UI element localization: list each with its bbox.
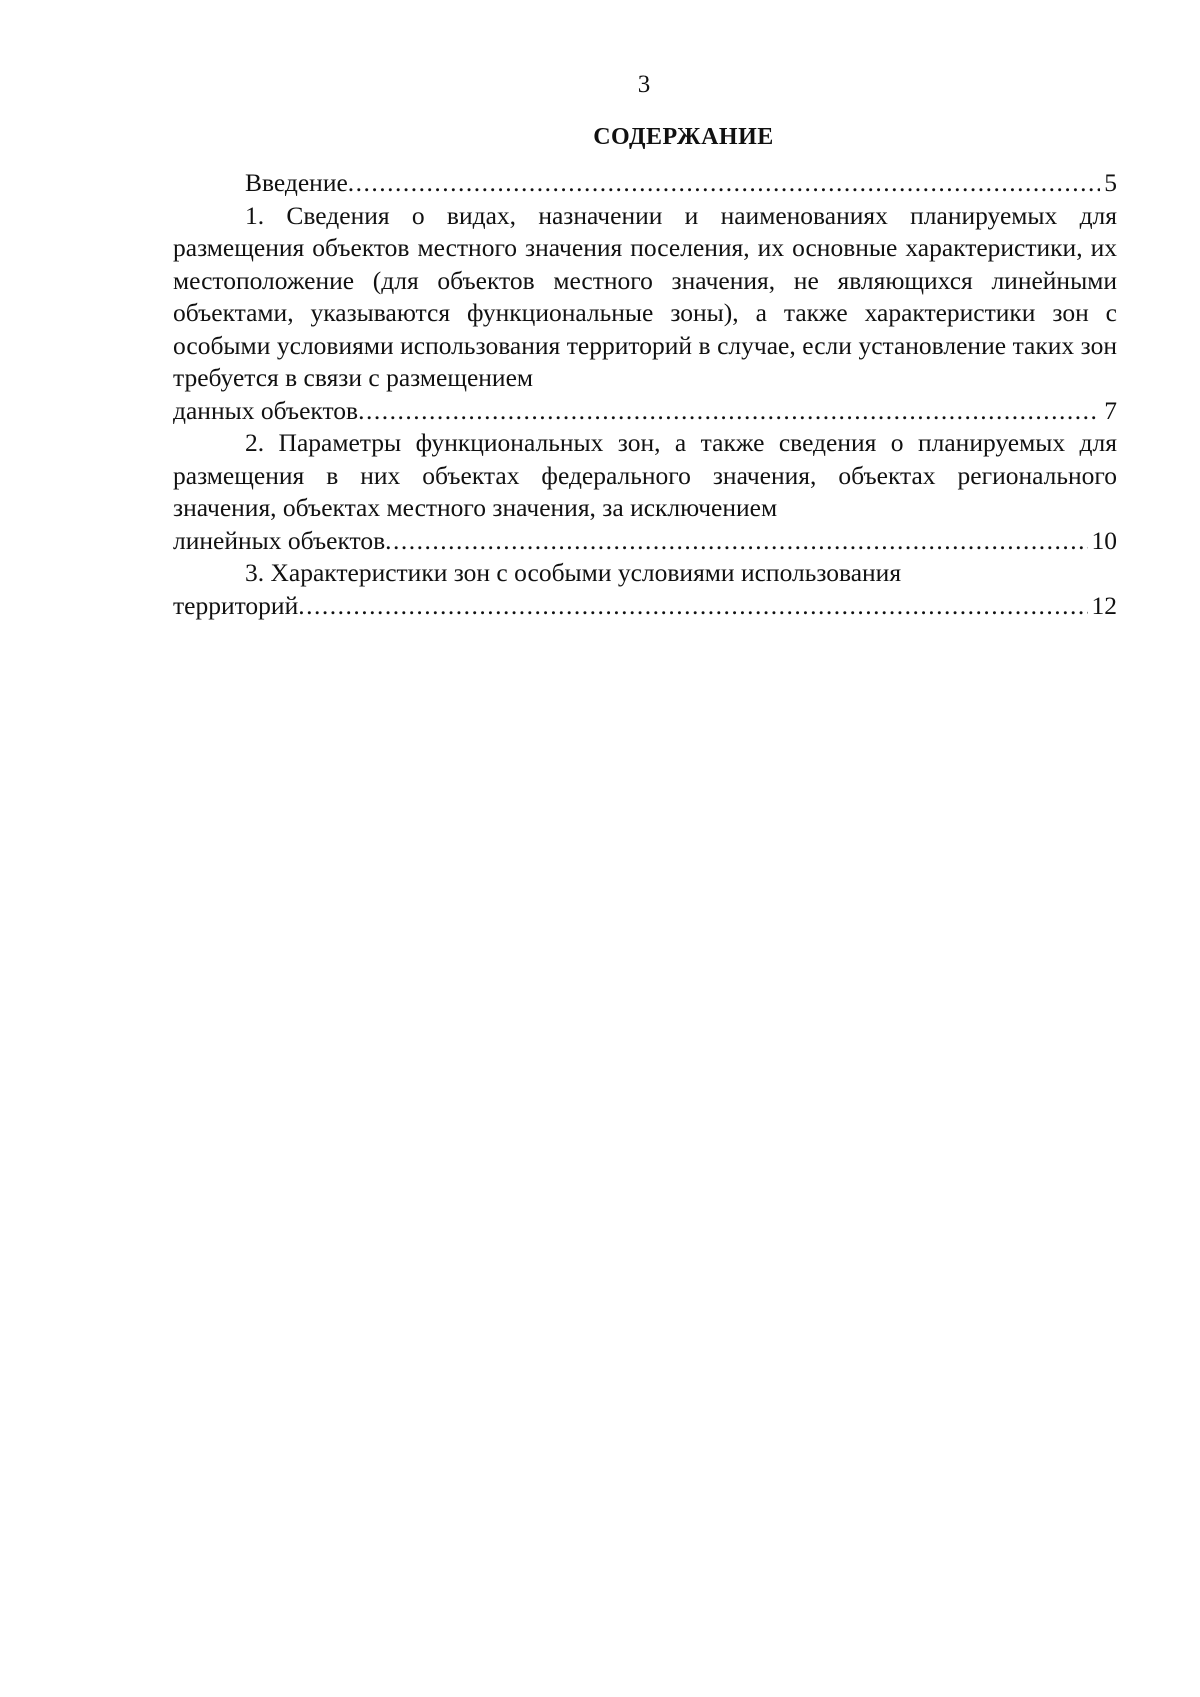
table-of-contents [173,167,1117,622]
toc-entry-line [173,395,1117,428]
toc-entry-page: 7 [1104,395,1117,425]
dot-leader [298,590,1087,623]
toc-entry-section-1[interactable] [173,200,1117,428]
toc-entry-title-end: линейных объектов [173,525,386,555]
toc-entry-title: 1. Сведения о видах, назначении и наименованиях планируемых для размещения объектов местного значения поселения, их основные характеристики, их местоположение (для объектов местного значения, не являющихся линейными объектами, указываются функциональные зоны), а также характеристики зон с особыми условиями использования территорий в случае, если установление таких зон требуется в связи с размещением [173,200,1117,392]
toc-entry-line [173,167,1117,200]
toc-entry-page: 5 [1104,168,1117,197]
dot-leader [358,395,1100,428]
toc-title: СОДЕРЖАНИЕ [593,124,774,150]
toc-entry-page: 10 [1091,525,1117,555]
toc-entry-title: 2. Параметры функциональных зон, а также сведения о планируемых для размещения в них объектах федерального значения, объектах регионального значения, объектах местного значения, за исключением [173,428,1117,522]
toc-entry-section-3[interactable] [173,557,1117,622]
toc-entry-section-2[interactable] [173,427,1117,557]
page-number: 3 [637,71,651,98]
toc-entry-page: 12 [1091,590,1117,620]
toc-entry-title-end: территорий [173,590,299,620]
toc-entry-title: Введение [245,168,348,197]
toc-entry-line [173,590,1117,623]
dot-leader [385,525,1087,558]
dot-leader [348,167,1100,200]
toc-entry-title-end: данных объектов [173,395,359,425]
toc-entry-introduction[interactable] [173,167,1117,200]
toc-entry-line [173,525,1117,558]
toc-entry-title: 3. Характеристики зон с особыми условиями использования [245,558,902,587]
